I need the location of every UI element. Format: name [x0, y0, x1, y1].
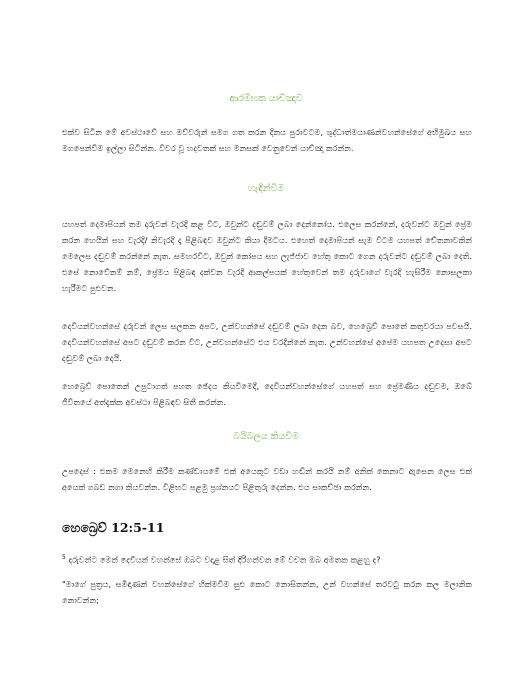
bible-reading-instructions: උපදෙස් : එකම මෙනෙහි කිරීම කණ්ඩායමේ එක් අයෙකුට වඩා හඬින් කරයි නම් අනික් කෙනාට ඇසෙන ලෙස එක් අයෙක් ගබඩ නගා කියවන්න. විළිභට පළමු ප්‍රශ්නයට පිළිතුරු දෙන්න. එය සාකච්ඡා කරන්න. — [62, 466, 472, 492]
verse-text: දරුවන්ට මෙන් දෙවියන් වහන්සේ ඔබට වදාළ සිත් දිරිගන්වන මේ වචන ඔබ අමතක කළහු ද? — [68, 554, 381, 565]
verse-number: 5 — [62, 554, 66, 561]
introduction-heading: හැඳින්වීම — [247, 183, 285, 194]
introduction-paragraph-1: යහපත් දෙමාපියන් තම දරුවන් වැරදි කළ විට, ඔවුන්ට දඬුවම් ලබා දෙන්නෝය. එලෙස කරන්නේ, දරුවන්ට ඔවුන් ප්‍රේම කරන හෙයින් සහ වැරදි/ නිවැරදි දෑ පිළිබඳව ඔවුන්ට කියා දීමටය. එහෙත් දෙමාපියන් සැම විටම යහපත් චේතනාවකින් මෙලෙස දඬුවම් කරන්නේ නැත. සමහරවිට, ඔවුන් කෝපය සහ ලැජ්ජාව හේතු කොට ගෙන දරුවන්ට දඬුවම් ලබා දෙති. එසේ නොවේනම් නම්, ප්‍රේමය පිළිබඳ දක්වන වැරදි ආකල්පයක් හේතුවෙන් තම දරුවාගේ වැරදි හැසිරීම නොසලකා හැරීමට පුළුවන. — [62, 219, 472, 293]
scripture-reference: හෙබ්‍රෙව් 12:5-11 — [62, 520, 165, 535]
verse-quote: "මාගේ පුත්‍රය, සමිඳාණන් වහන්සේගේ හික්මවීම සුළු කොට නොසිතන්න, උන් වහන්සේ තරවටු කරන කල මලානික නොවන්න; — [62, 579, 472, 605]
opening-prayer-heading: ආරම්භක යාච්ඤාව — [229, 93, 303, 104]
introduction-paragraph-2: දෙවියන්වහන්සේ දරුවන් ලෙස සලකන අපට, උන්වහන්සේ දඬුවම් ලබා දෙන බව, හෙබ්‍රෙව් පොතේ කතුවරයා පවසයි. දෙවියන්වහන්සේ අපට දඬුවම් කරන විට, උන්වහන්සේට එය වරදින්නේ නැත. උන්වහන්සේ අපේම යහපත උදෙසා අපට දඬුවම් ලබා දෙයි. — [62, 321, 472, 363]
opening-prayer-text: එක්ව සිටින මේ අවස්ථාවේ සහ මව්වරුන් සමග ගත කරන දිනය පුරාවටම, ශුද්ධාත්මයාණන්වහන්සේගේ අභිමුඛය සහ මගපෙන්වීම ඉල්ලා සිටින්න. විවර වූ හදවතක් සහ මනසක් වෙනුවෙන් යාච්ඤා කරන්න. — [62, 127, 472, 153]
verse-5 — [62, 550, 472, 568]
introduction-paragraph-3: හෙබ්‍රෙව් පොතෙන් උපුටාගත් පහත ඡේදය කියවීමෙදී, දෙවියන්වහන්සේගේ යහපත් සහ ප්‍රේමණීය දඬුවම, ඔබේ ජීවිතයේ අත්දැක්ක අවස්ථා පිළිබඳව සිතී කරන්න. — [62, 381, 472, 407]
bible-reading-heading: බයිබලය කියවීම — [233, 431, 299, 442]
